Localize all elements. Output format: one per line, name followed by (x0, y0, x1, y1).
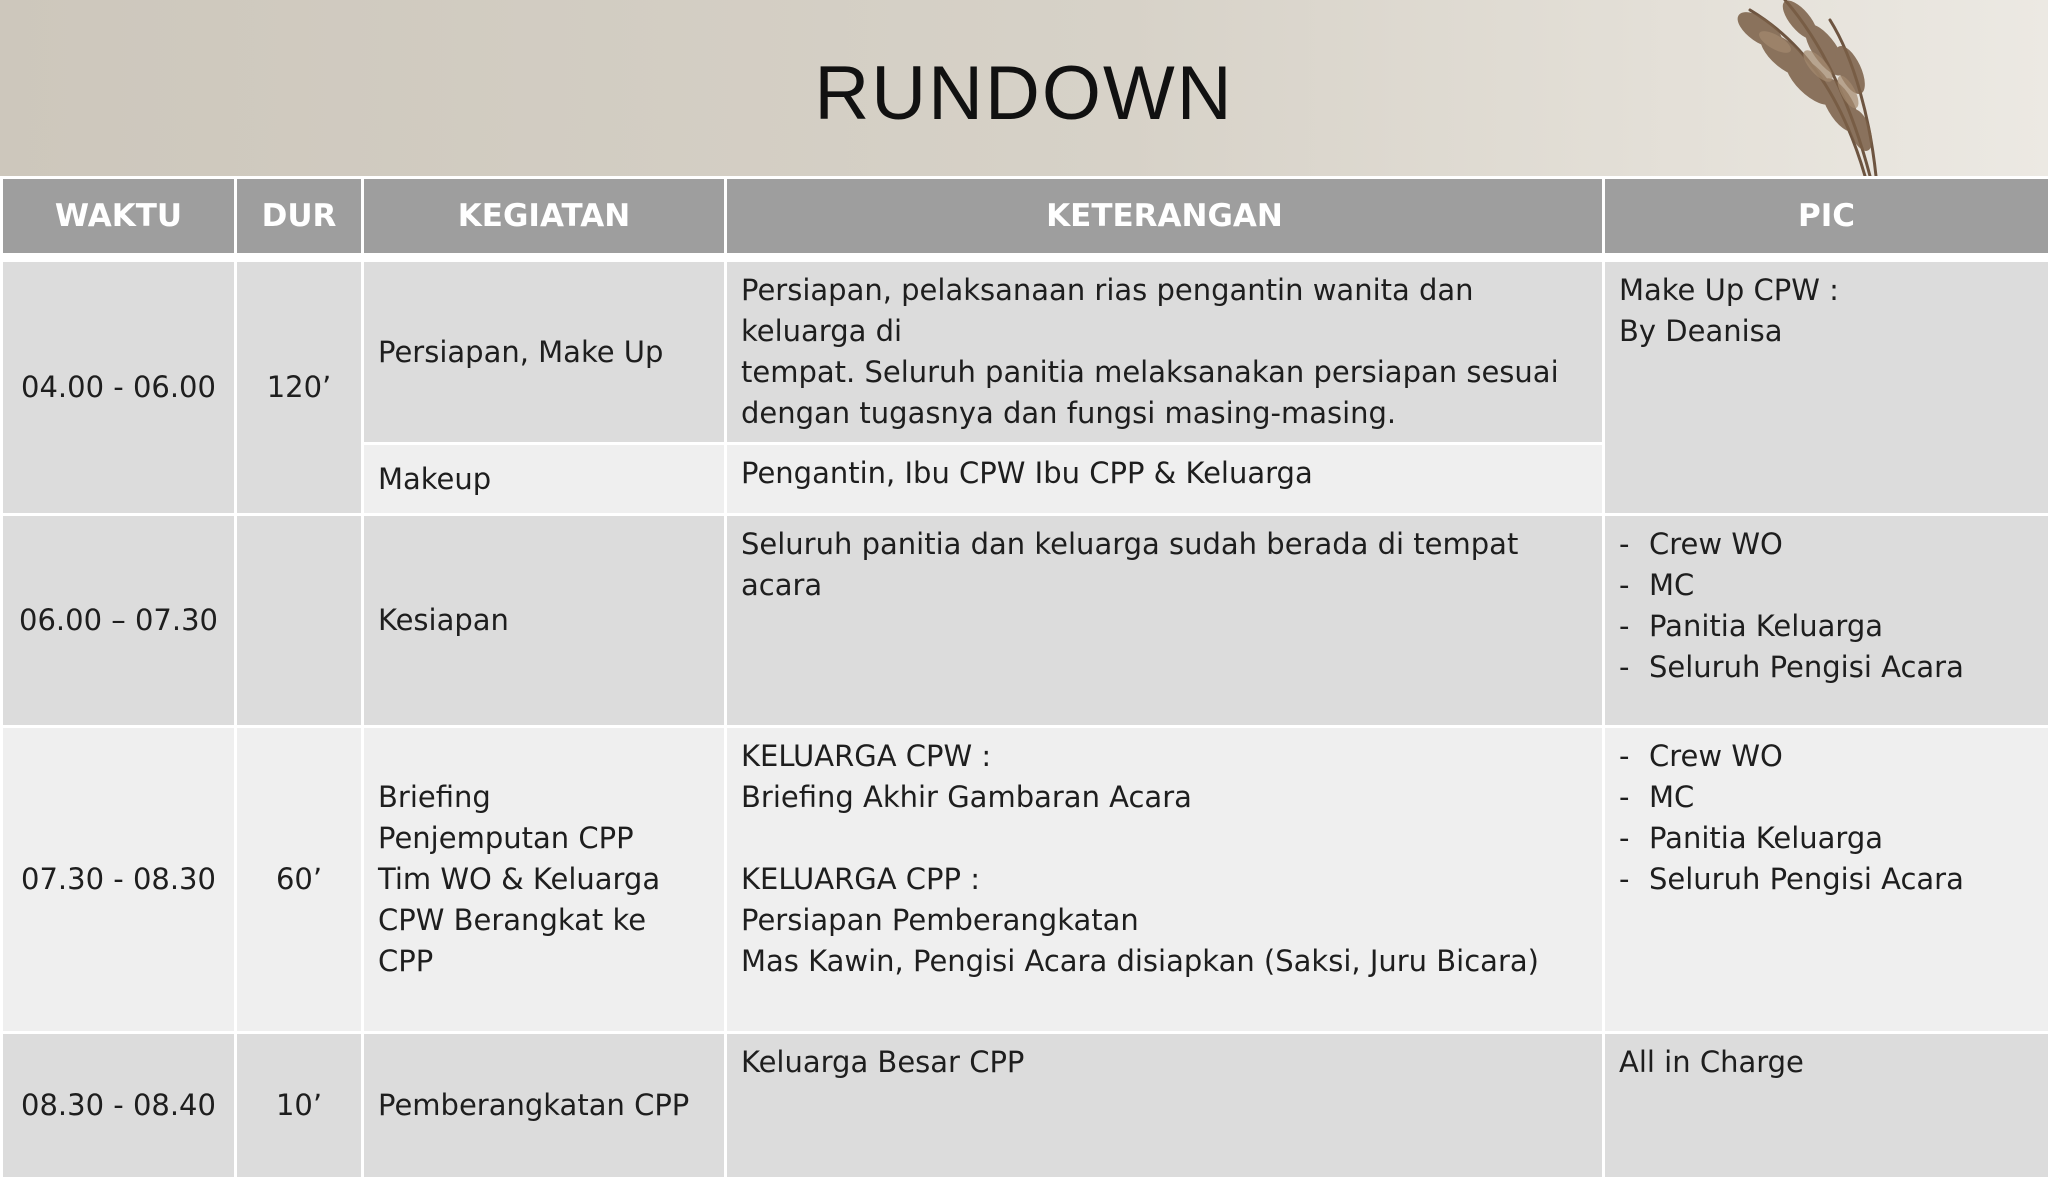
pic-cell: All in Charge (1604, 1033, 2048, 1179)
column-header-dur: DUR (236, 178, 363, 255)
column-header-pic: PIC (1604, 178, 2048, 255)
pic-cell (1604, 727, 2048, 1033)
column-header-keterangan: KETERANGAN (726, 178, 1604, 255)
rundown-table (0, 176, 2048, 1180)
table-row (2, 261, 2048, 444)
table-row (2, 515, 2048, 727)
dur-cell: 120’ (236, 261, 363, 515)
waktu-cell: 06.00 – 07.30 (2, 515, 236, 727)
list-item: - Crew WO (1619, 524, 2034, 565)
dur-cell (236, 515, 363, 727)
keterangan-cell: Keluarga Besar CPP (726, 1033, 1604, 1179)
keterangan-cell: KELUARGA CPW : Briefing Akhir Gambaran Acara KELUARGA CPP : Persiapan Pemberangkatan Mas Kawin, Pengisi Acara disiapkan (Saksi, Juru Bicara) (726, 727, 1604, 1033)
pic-cell: Make Up CPW : By Deanisa (1604, 261, 2048, 515)
list-item: - Panitia Keluarga (1619, 818, 2034, 859)
waktu-cell: 07.30 - 08.30 (2, 727, 236, 1033)
pampas-grass-icon (1690, 0, 2030, 176)
column-header-kegiatan: KEGIATAN (363, 178, 726, 255)
list-item: - MC (1619, 777, 2034, 818)
page-title: RUNDOWN (0, 56, 2048, 132)
pic-cell (1604, 515, 2048, 727)
keterangan-cell: Seluruh panitia dan keluarga sudah berada di tempat acara (726, 515, 1604, 727)
column-header-waktu: WAKTU (2, 178, 236, 255)
kegiatan-cell: Briefing Penjemputan CPP Tim WO & Keluarga CPW Berangkat ke CPP (363, 727, 726, 1033)
waktu-cell: 04.00 - 06.00 (2, 261, 236, 515)
kegiatan-cell: Pemberangkatan CPP (363, 1033, 726, 1179)
dur-cell: 10’ (236, 1033, 363, 1179)
dur-cell: 60’ (236, 727, 363, 1033)
keterangan-cell: Pengantin, Ibu CPW Ibu CPP & Keluarga (726, 444, 1604, 515)
table-row (2, 1033, 2048, 1179)
list-item: - Crew WO (1619, 736, 2034, 777)
kegiatan-cell: Kesiapan (363, 515, 726, 727)
waktu-cell: 08.30 - 08.40 (2, 1033, 236, 1179)
list-item: - MC (1619, 565, 2034, 606)
list-item: - Seluruh Pengisi Acara (1619, 859, 2034, 900)
table-header-row (2, 178, 2048, 255)
kegiatan-cell: Makeup (363, 444, 726, 515)
list-item: - Panitia Keluarga (1619, 606, 2034, 647)
list-item: - Seluruh Pengisi Acara (1619, 647, 2034, 688)
kegiatan-cell: Persiapan, Make Up (363, 261, 726, 444)
keterangan-cell: Persiapan, pelaksanaan rias pengantin wanita dan keluarga di tempat. Seluruh panitia melaksanakan persiapan sesuai dengan tugasnya dan fungsi masing-masing. (726, 261, 1604, 444)
table-row (2, 727, 2048, 1033)
title-banner (0, 0, 2048, 176)
